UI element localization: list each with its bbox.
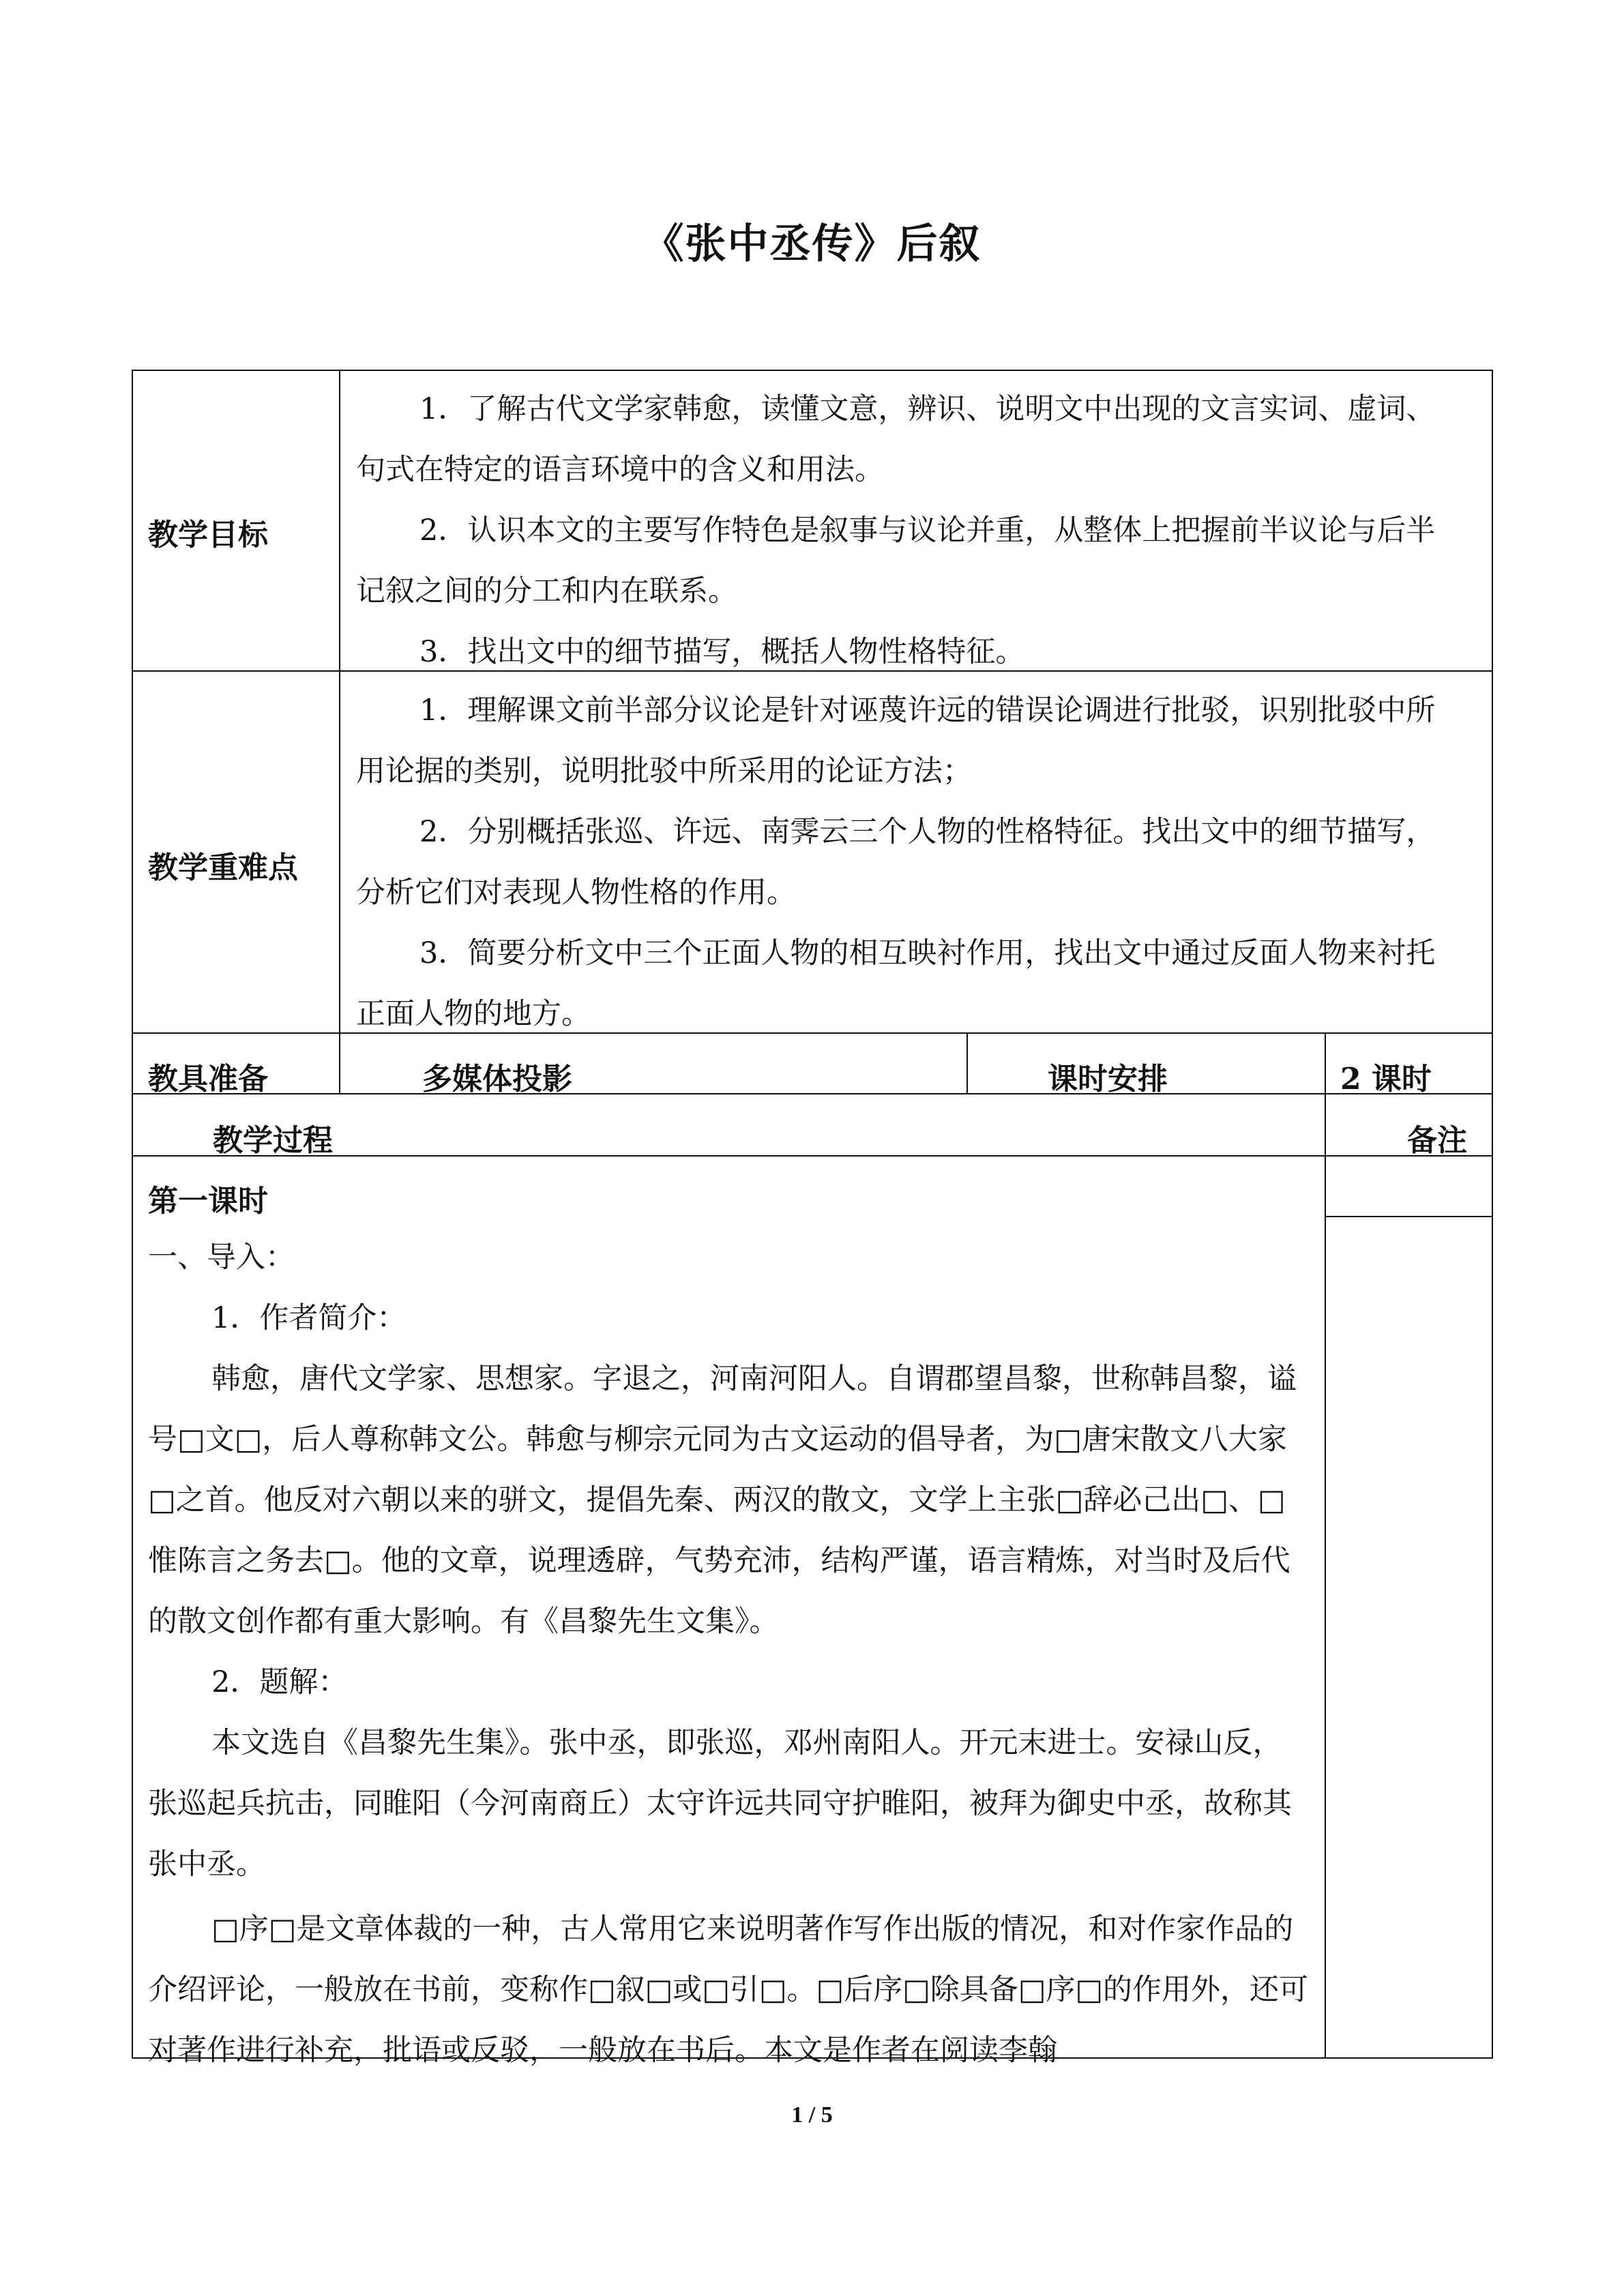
lesson-body [148, 1227, 1311, 2081]
title-paragraph: 本文选自《昌黎先生集》。张中丞，即张巡，邓州南阳人。开元末进士。安禄山反，张巡起兵抗击，同睢阳（今河南商丘）太守许远共同守护睢阳，被拜为御史中丞，故称其张中丞。 [148, 1726, 1292, 1881]
process-label: 教学过程 [213, 1123, 333, 1158]
key-point-item: 2．分别概括张巡、许远、南霁云三个人物的性格特征。找出文中的细节描写，分析它们对表现人物性格的作用。 [356, 815, 1436, 910]
remarks-label: 备注 [1407, 1123, 1467, 1158]
row-divider [132, 1093, 1493, 1094]
objectives-content [356, 379, 1461, 683]
subsection-author: 1．作者简介： [211, 1301, 407, 1335]
page-number: 1 / 5 [791, 2102, 833, 2128]
objective-item: 3．找出文中的细节描写，概括人物性格特征。 [419, 635, 1025, 669]
key-point-item: 3．简要分析文中三个正面人物的相互映衬作用，找出文中通过反面人物来衬托正面人物的地方。 [356, 936, 1436, 1031]
subsection-title: 2．题解： [211, 1665, 348, 1699]
preface-paragraph: □序□是文章体裁的一种，古人常用它来说明著作写作出版的情况，和对作家作品的介绍评论，一般放在书前，变称作□叙□或□引□。□后序□除具备□序□的作用外，还可对著作进行补充，批语或反驳，一般放在书后。本文是作者在阅读李翰 [148, 1912, 1309, 2068]
session-heading: 第一课时 [148, 1184, 268, 1219]
objective-item: 2．认识本文的主要写作特色是叙事与议论并重，从整体上把握前半议论与后半记叙之间的分工和内在联系。 [356, 513, 1436, 608]
col-divider [1325, 1032, 1326, 2059]
key-points-label: 教学重难点 [148, 850, 298, 885]
col-divider [339, 370, 340, 1093]
page-title: 《张中丞传》后叙 [643, 220, 981, 268]
author-paragraph: 韩愈，唐代文学家、思想家。字退之，河南河阳人。自谓郡望昌黎，世称韩昌黎，谥号□文□，后人尊称韩文公。韩愈与柳宗元同为古文运动的倡导者，为□唐宋散文八大家□之首。他反对六朝以来的骈文，提倡先秦、两汉的散文，文学上主张□辞必己出□、□惟陈言之务去□。他的文章，说理透辟，气势充沛，结构严谨，语言精炼，对当时及后代的散文创作都有重大影响。有《昌黎先生文集》。 [148, 1362, 1297, 1639]
section-heading: 一、导入： [148, 1240, 295, 1274]
equipment-value: 多媒体投影 [422, 1062, 572, 1097]
objectives-label: 教学目标 [148, 518, 268, 552]
equipment-label: 教具准备 [148, 1062, 268, 1097]
row-divider [132, 1155, 1493, 1157]
schedule-value: 2 课时 [1340, 1062, 1432, 1097]
row-divider [1325, 1216, 1493, 1217]
key-points-content [356, 681, 1461, 1045]
objective-item: 1．了解古代文学家韩愈，读懂文意，辨识、说明文中出现的文言实词、虚词、句式在特定的语言环境中的含义和用法。 [356, 392, 1436, 487]
key-point-item: 1．理解课文前半部分议论是针对诬蔑许远的错误论调进行批驳，识别批驳中所用论据的类别，说明批驳中所采用的论证方法； [356, 694, 1436, 788]
schedule-label: 课时安排 [1048, 1062, 1168, 1097]
